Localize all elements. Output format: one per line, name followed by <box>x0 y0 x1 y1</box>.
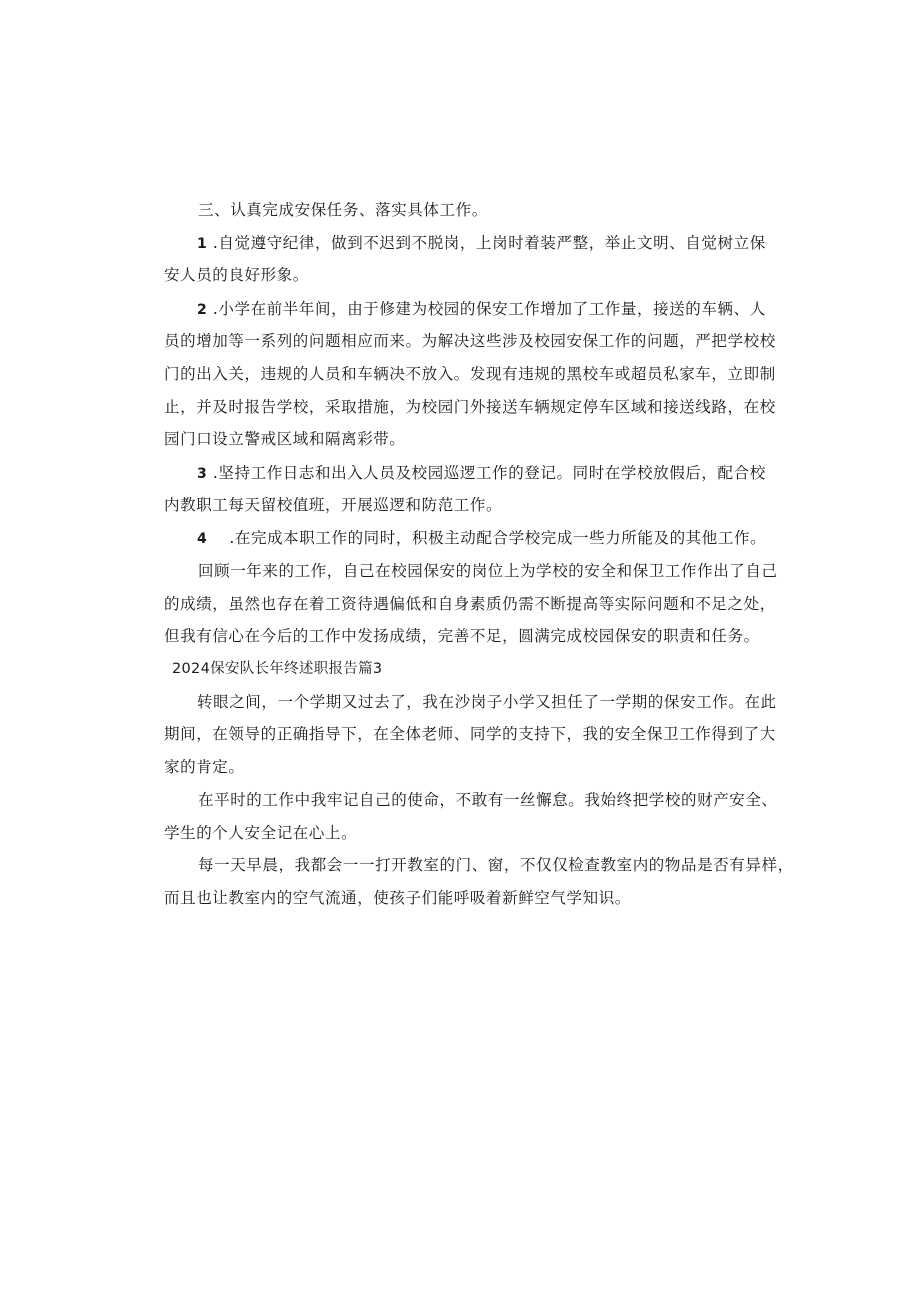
report-3-p1-line-3: 家的肯定。 <box>164 758 245 776</box>
report-3-p3-line-1: 每一天早晨，我都会一一打开教室的门、窗，不仅仅检查教室内的物品是否有异样， <box>198 856 794 874</box>
report-3-p1-line-2: 期间，在领导的正确指导下，在全体老师、同学的支持下，我的安全保卫工作得到了大 <box>164 725 776 743</box>
report-3-p2-line-1: 在平时的工作中我牢记自己的使命，不敢有一丝懈怠。我始终把学校的财产安全、 <box>198 791 778 809</box>
review-line-2: 的成绩，虽然也存在着工资待遇偏低和自身素质仍需不断提高等实际问题和不足之处， <box>164 595 776 613</box>
report-3-p3-line-2: 而且也让教室内的空气流通，使孩子们能呼吸着新鲜空气学知识。 <box>164 889 631 907</box>
item-3-text: .坚持工作日志和出入人员及校园巡逻工作的登记。同时在学校放假后，配合校 <box>207 464 766 482</box>
item-2-number: 2 <box>197 302 208 318</box>
item-4-number: 4 <box>197 531 208 547</box>
item-2-line-1 <box>197 299 797 320</box>
report-3-heading: 2024保安队长年终述职报告篇3 <box>172 661 383 677</box>
review-line-1: 回顾一年来的工作，自己在校园保安的岗位上为学校的安全和保卫工作作出了自己 <box>198 562 778 580</box>
report-3-p2-line-2: 学生的个人安全记在心上。 <box>164 824 358 842</box>
review-line-3: 但我有信心在今后的工作中发扬成绩，完善不足，圆满完成校园保安的职责和任务。 <box>164 627 760 645</box>
item-1-line-2: 安人员的良好形象。 <box>164 266 309 284</box>
item-4-text: .在完成本职工作的同时，积极主动配合学校完成一些力所能及的其他工作。 <box>229 529 767 547</box>
report-3-p1-line-1: 转眼之间，一个学期又过去了，我在沙岗子小学又担任了一学期的保安工作。在此 <box>197 693 777 711</box>
item-2-text: .小学在前半年间，由于修建为校园的保安工作增加了工作量，接送的车辆、人 <box>207 300 766 318</box>
item-2-line-5: 园门口设立警戒区域和隔离彩带。 <box>164 430 406 448</box>
section-three-title: 三、认真完成安保任务、落实具体工作。 <box>198 201 488 219</box>
item-2-line-4: 止，并及时报告学校，采取措施，为校园门外接送车辆规定停车区域和接送线路，在校 <box>164 398 776 416</box>
item-2-line-2: 员的增加等一系列的问题相应而来。为解决这些涉及校园安保工作的问题，严把学校校 <box>164 332 776 350</box>
item-3-number: 3 <box>197 466 208 482</box>
item-4-line-1 <box>197 528 797 549</box>
item-3-line-1 <box>197 463 797 484</box>
item-2-line-3: 门的出入关，违规的人员和车辆决不放入。发现有违规的黑校车或超员私家车，立即制 <box>164 365 776 383</box>
item-1-line-1 <box>197 233 797 254</box>
item-1-number: 1 <box>197 236 208 252</box>
item-1-text: .自觉遵守纪律，做到不迟到不脱岗，上岗时着装严整，举止文明、自觉树立保 <box>207 234 766 252</box>
item-3-line-2: 内教职工每天留校值班，开展巡逻和防范工作。 <box>164 496 503 514</box>
